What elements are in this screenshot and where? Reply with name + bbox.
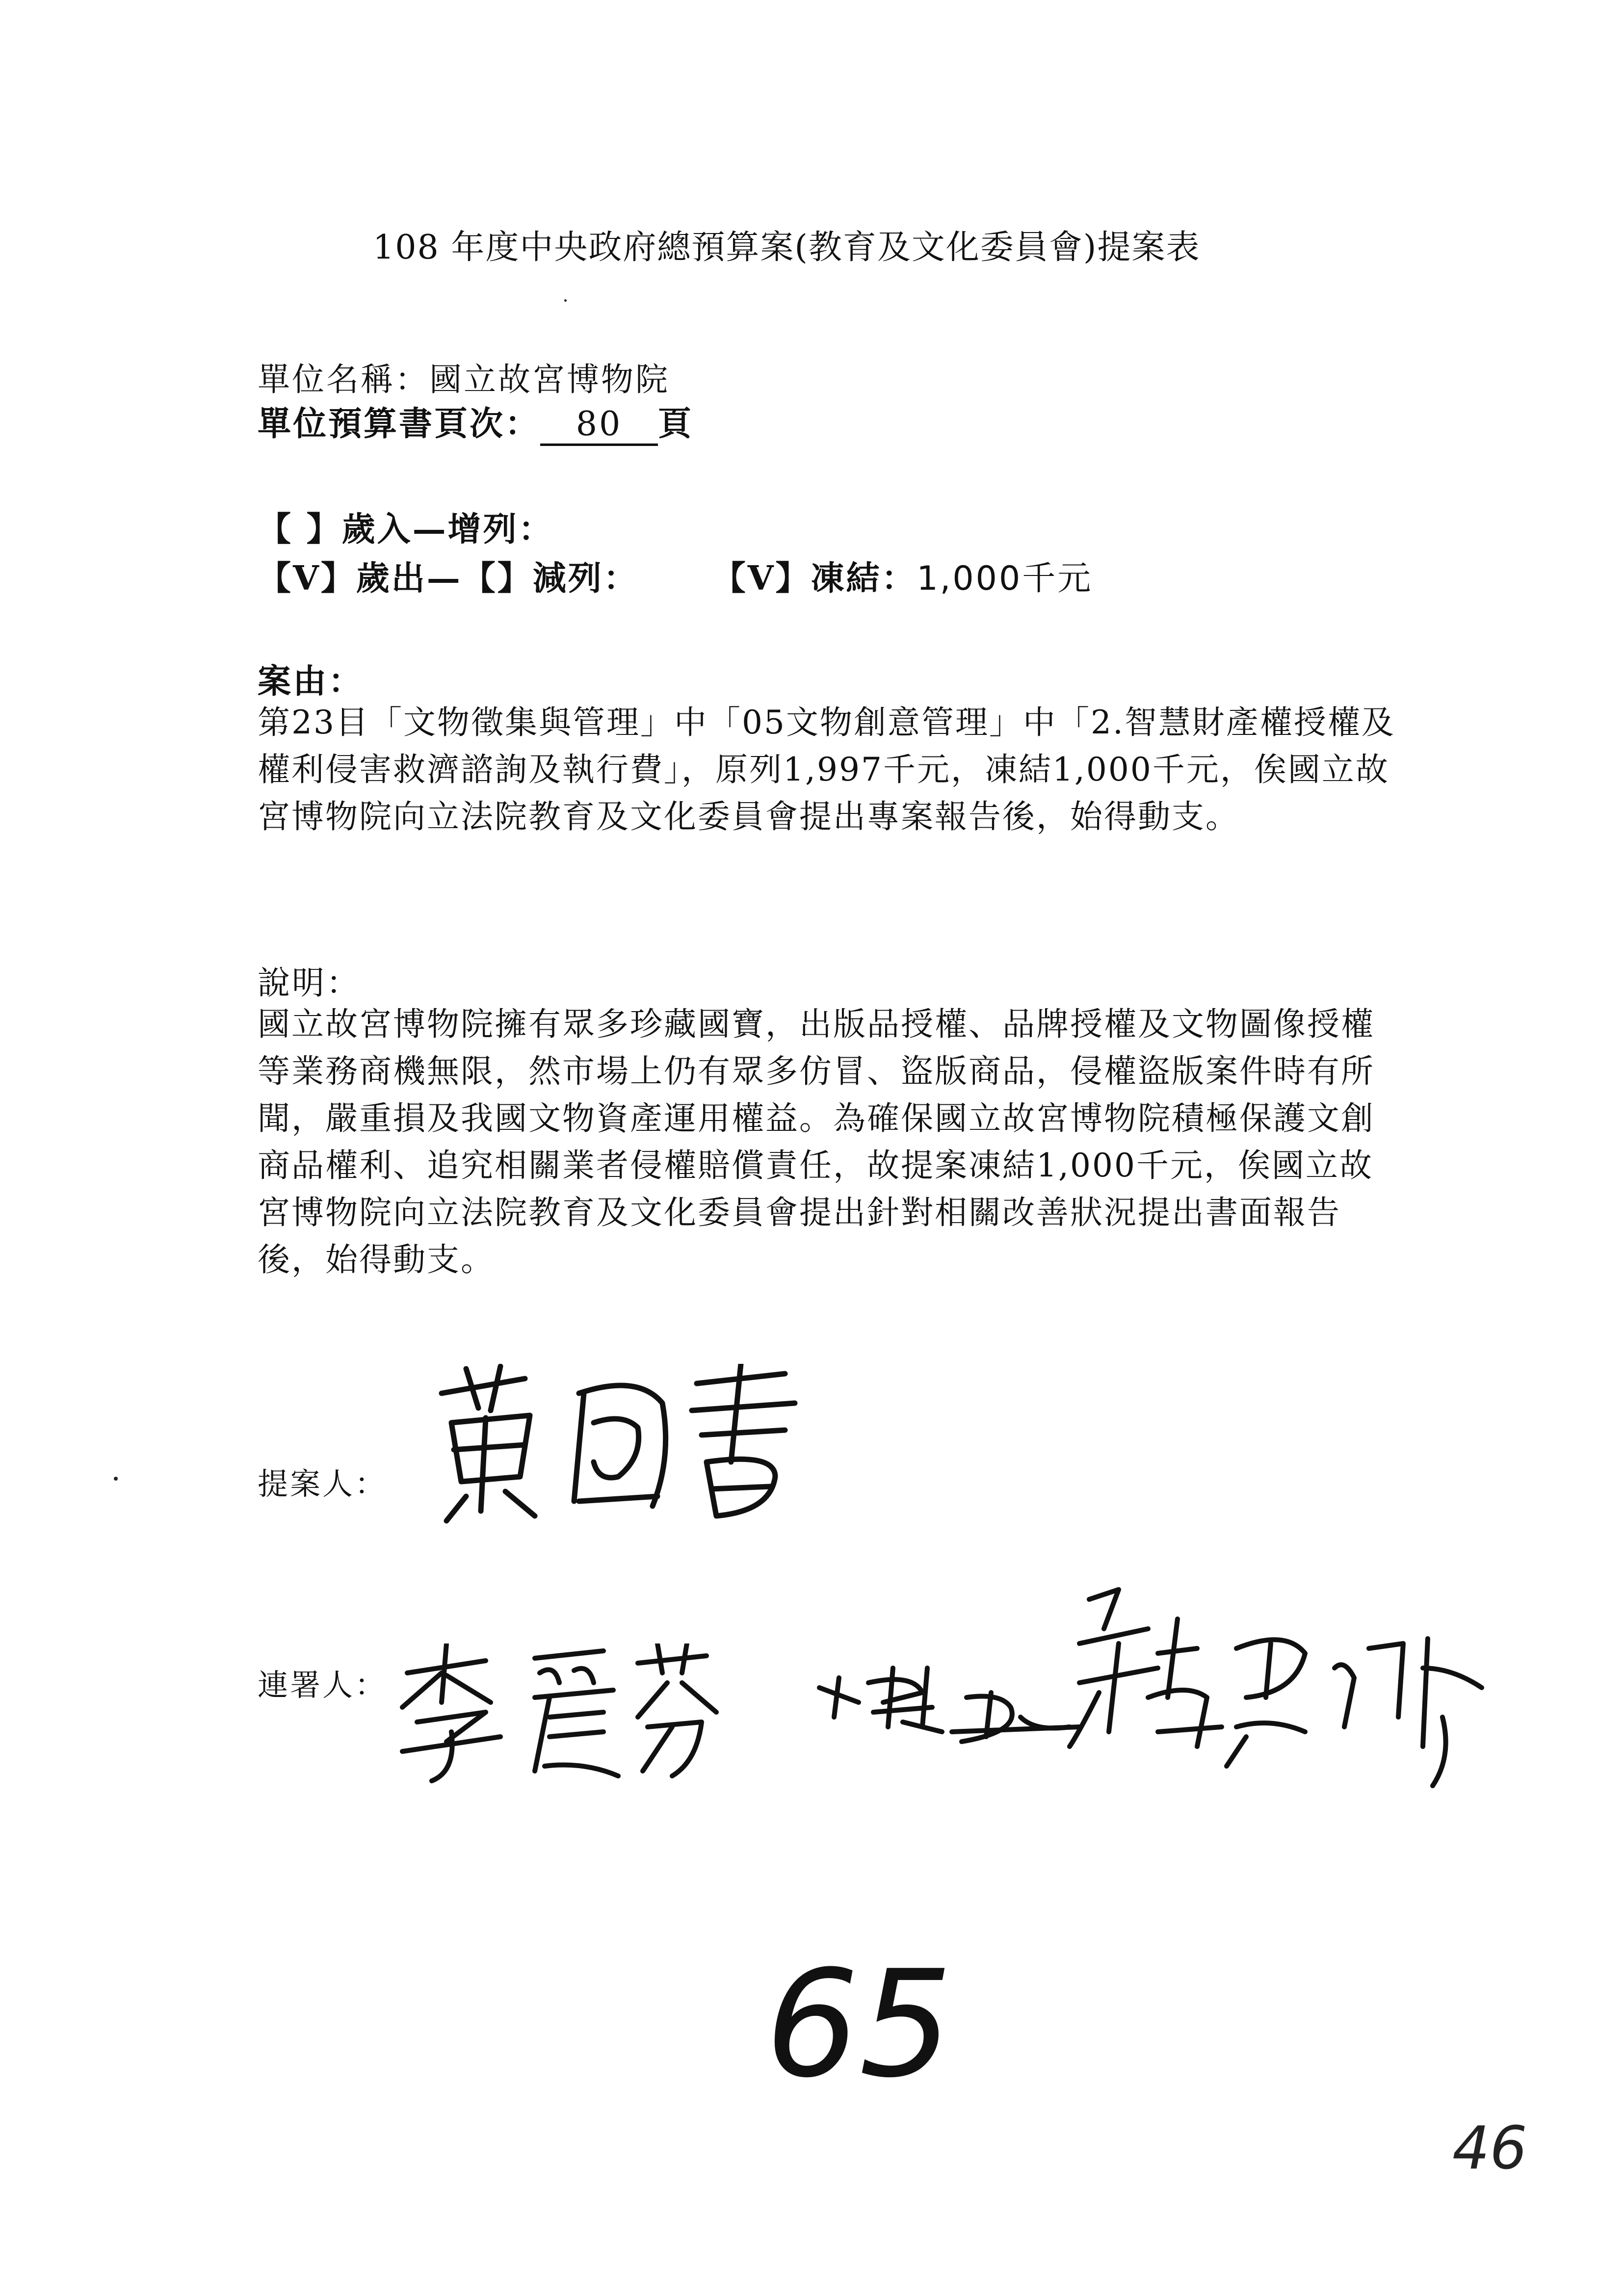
explanation-heading: 說明： (258, 964, 361, 1002)
reason-heading: 案由： (258, 662, 364, 701)
revenue-increase-option: 【 】歲入—增列： (258, 510, 554, 549)
budget-page-label: 單位預算書頁次： (258, 404, 541, 444)
unit-name-value: 國立故宮博物院 (429, 361, 670, 398)
large-page-number-text: 65 (765, 1962, 953, 2100)
freeze-option: 【V】凍結： (712, 559, 917, 598)
small-page-number-text: 46 (1452, 2114, 1527, 2183)
budget-page-suffix: 頁 (658, 404, 694, 444)
cosigner-signature-1 (388, 1644, 721, 1791)
scan-speck (114, 1477, 118, 1481)
unit-name-label: 單位名稱： (258, 361, 429, 398)
reason-body: 第23目「文物徵集與管理」中「05文物創意管理」中「2.智慧財產權授權及權利侵害救濟諮詢及執行費」，原列1,997千元，凍結1,000千元，俟國立故宮博物院向立法院教育及文化委員會提出專案報告後，始得動支。 (258, 704, 1395, 835)
large-page-number (765, 1962, 971, 2100)
expense-options-line (258, 552, 1093, 600)
unit-name-line (258, 353, 670, 400)
document-title: 108 年度中央政府總預算案(教育及文化委員會)提案表 (373, 228, 1201, 267)
freeze-amount: 1,000千元 (917, 559, 1093, 598)
proposer-label: 提案人： (258, 1466, 388, 1502)
budget-page-line (258, 397, 693, 446)
cosigner-signature-2 (805, 1570, 1501, 1815)
small-page-number (1452, 2110, 1570, 2188)
cosigner-label: 連署人： (258, 1667, 388, 1703)
scan-speck (564, 299, 567, 302)
proposer-signature (432, 1364, 805, 1531)
explanation-body: 國立故宮博物院擁有眾多珍藏國寶，出版品授權、品牌授權及文物圖像授權等業務商機無限，然市場上仍有眾多仿冒、盜版商品，侵權盜版案件時有所聞，嚴重損及我國文物資產運用權益。為確保國立故宮博物院積極保護文創商品權利、追究相關業者侵權賠償責任，故提案凍結1,000千元，俟國立故宮博物院向立法院教育及文化委員會提出針對相關改善狀況提出書面報告後，始得動支。 (258, 1005, 1375, 1278)
budget-page-number: 80 (540, 405, 658, 446)
expense-reduce-option: 【V】歲出—【】減列： (258, 559, 639, 598)
